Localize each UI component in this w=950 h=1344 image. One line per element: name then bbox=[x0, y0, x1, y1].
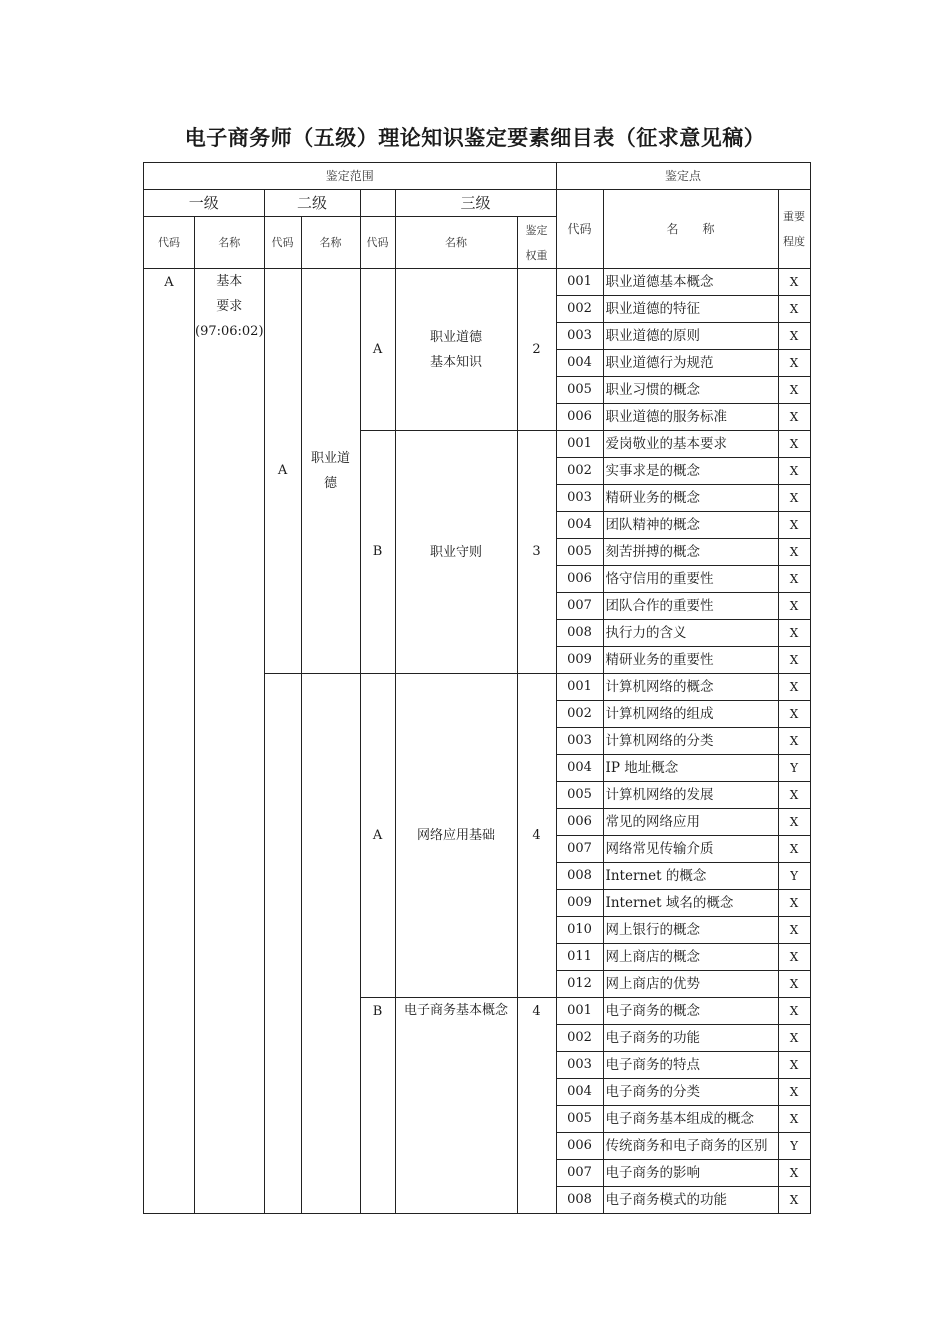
point-name: 团队精神的概念 bbox=[603, 512, 778, 539]
point-name: 电子商务基本组成的概念 bbox=[603, 1106, 778, 1133]
level3-weight: 4 bbox=[517, 674, 556, 998]
point-code: 008 bbox=[556, 863, 603, 890]
level3-name-line: 职业道德 bbox=[430, 329, 483, 345]
weight-header-line1: 鉴定 bbox=[525, 223, 548, 237]
level3-weight: 4 bbox=[517, 998, 556, 1214]
point-code: 001 bbox=[556, 431, 603, 458]
point-importance: X bbox=[778, 1079, 810, 1106]
point-name: 电子商务的分类 bbox=[603, 1079, 778, 1106]
importance-header-line2: 程度 bbox=[783, 235, 806, 248]
point-code: 003 bbox=[556, 323, 603, 350]
point-importance: X bbox=[778, 917, 810, 944]
point-importance: X bbox=[778, 593, 810, 620]
point-code: 001 bbox=[556, 269, 603, 296]
point-name: 团队合作的重要性 bbox=[603, 593, 778, 620]
point-code: 003 bbox=[556, 728, 603, 755]
point-name: 网上银行的概念 bbox=[603, 917, 778, 944]
level2-header: 二级 bbox=[264, 190, 360, 217]
level2-name-line: 德 bbox=[324, 476, 338, 491]
point-name: 职业道德的服务标准 bbox=[603, 404, 778, 431]
level1-header: 一级 bbox=[144, 190, 265, 217]
point-importance: X bbox=[778, 674, 810, 701]
point-name: 计算机网络的分类 bbox=[603, 728, 778, 755]
point-code: 006 bbox=[556, 404, 603, 431]
point-importance: X bbox=[778, 485, 810, 512]
point-importance: X bbox=[778, 296, 810, 323]
point-name: 职业习惯的概念 bbox=[603, 377, 778, 404]
point-importance: Y bbox=[778, 1133, 810, 1160]
level3-name bbox=[395, 998, 517, 1214]
level3-name bbox=[395, 674, 517, 998]
point-name: 恪守信用的重要性 bbox=[603, 566, 778, 593]
level2-name-header: 名称 bbox=[301, 217, 360, 269]
point-code: 008 bbox=[556, 1187, 603, 1214]
level3-code: B bbox=[360, 431, 395, 674]
point-importance: X bbox=[778, 944, 810, 971]
point-name: 刻苦拼搏的概念 bbox=[603, 539, 778, 566]
point-importance: X bbox=[778, 836, 810, 863]
level2-code bbox=[264, 674, 301, 1214]
point-name: IP 地址概念 bbox=[603, 755, 778, 782]
point-importance: X bbox=[778, 728, 810, 755]
point-name: Internet 的概念 bbox=[603, 863, 778, 890]
point-importance: X bbox=[778, 647, 810, 674]
importance-header bbox=[778, 190, 810, 269]
point-code: 005 bbox=[556, 1106, 603, 1133]
blank-header-cell bbox=[360, 190, 395, 217]
level2-name bbox=[301, 269, 360, 674]
level3-code-header: 代码 bbox=[360, 217, 395, 269]
point-name: 计算机网络的发展 bbox=[603, 782, 778, 809]
assessment-table bbox=[143, 162, 811, 1214]
level3-weight: 3 bbox=[517, 431, 556, 674]
point-importance: X bbox=[778, 404, 810, 431]
point-name: 计算机网络的组成 bbox=[603, 701, 778, 728]
point-importance: X bbox=[778, 1187, 810, 1214]
point-code: 003 bbox=[556, 1052, 603, 1079]
scope-header: 鉴定范围 bbox=[144, 163, 557, 190]
level1-name-line: 基本 bbox=[216, 274, 243, 289]
weight-header-line2: 权重 bbox=[525, 248, 548, 262]
importance-header-line1: 重要 bbox=[783, 210, 806, 223]
point-code: 007 bbox=[556, 1160, 603, 1187]
point-code: 006 bbox=[556, 1133, 603, 1160]
level3-code: A bbox=[360, 269, 395, 431]
point-name: 网络常见传输介质 bbox=[603, 836, 778, 863]
point-code-header: 代码 bbox=[556, 190, 603, 269]
point-importance: X bbox=[778, 566, 810, 593]
point-code: 008 bbox=[556, 620, 603, 647]
level2-code-header: 代码 bbox=[264, 217, 301, 269]
point-code: 005 bbox=[556, 782, 603, 809]
level1-name bbox=[195, 269, 265, 1214]
level1-name-line: (97:06:02) bbox=[195, 324, 264, 339]
point-importance: X bbox=[778, 1106, 810, 1133]
level3-name-line: 职业守则 bbox=[430, 544, 483, 560]
level2-code: A bbox=[264, 269, 301, 674]
point-importance: X bbox=[778, 998, 810, 1025]
point-code: 005 bbox=[556, 377, 603, 404]
point-name: Internet 域名的概念 bbox=[603, 890, 778, 917]
point-name: 爱岗敬业的基本要求 bbox=[603, 431, 778, 458]
point-code: 002 bbox=[556, 458, 603, 485]
point-name: 精研业务的概念 bbox=[603, 485, 778, 512]
point-code: 001 bbox=[556, 674, 603, 701]
point-importance: X bbox=[778, 431, 810, 458]
point-code: 012 bbox=[556, 971, 603, 998]
point-code: 002 bbox=[556, 296, 603, 323]
point-importance: X bbox=[778, 1052, 810, 1079]
point-name: 网上商店的概念 bbox=[603, 944, 778, 971]
point-importance: X bbox=[778, 782, 810, 809]
point-importance: X bbox=[778, 350, 810, 377]
level3-name-line: 网络应用基础 bbox=[417, 828, 496, 843]
point-importance: X bbox=[778, 269, 810, 296]
level3-name bbox=[395, 431, 517, 674]
point-importance: X bbox=[778, 890, 810, 917]
level3-code: A bbox=[360, 674, 395, 998]
point-name: 电子商务的功能 bbox=[603, 1025, 778, 1052]
level3-name-line: 电子商务基本概念 bbox=[404, 1003, 509, 1018]
level1-name-header: 名称 bbox=[195, 217, 265, 269]
point-importance: X bbox=[778, 323, 810, 350]
point-importance: X bbox=[778, 1160, 810, 1187]
point-name: 计算机网络的概念 bbox=[603, 674, 778, 701]
point-name: 职业道德行为规范 bbox=[603, 350, 778, 377]
point-importance: X bbox=[778, 458, 810, 485]
level3-name-line: 基本知识 bbox=[430, 354, 483, 370]
point-importance: X bbox=[778, 971, 810, 998]
point-importance: X bbox=[778, 809, 810, 836]
point-importance: X bbox=[778, 701, 810, 728]
point-code: 004 bbox=[556, 1079, 603, 1106]
point-code: 003 bbox=[556, 485, 603, 512]
level3-weight: 2 bbox=[517, 269, 556, 431]
level3-name bbox=[395, 269, 517, 431]
point-name: 传统商务和电子商务的区别 bbox=[603, 1133, 778, 1160]
point-code: 009 bbox=[556, 890, 603, 917]
point-code: 011 bbox=[556, 944, 603, 971]
point-code: 004 bbox=[556, 512, 603, 539]
point-code: 009 bbox=[556, 647, 603, 674]
point-name: 电子商务模式的功能 bbox=[603, 1187, 778, 1214]
level3-header: 三级 bbox=[395, 190, 556, 217]
point-importance: X bbox=[778, 620, 810, 647]
point-code: 002 bbox=[556, 701, 603, 728]
weight-header bbox=[517, 217, 556, 269]
point-importance: X bbox=[778, 512, 810, 539]
point-name: 职业道德的特征 bbox=[603, 296, 778, 323]
point-name: 职业道德的原则 bbox=[603, 323, 778, 350]
point-code: 006 bbox=[556, 566, 603, 593]
point-name: 职业道德基本概念 bbox=[603, 269, 778, 296]
point-importance: X bbox=[778, 1025, 810, 1052]
points-header: 鉴定点 bbox=[556, 163, 810, 190]
level3-code: B bbox=[360, 998, 395, 1214]
point-name: 精研业务的重要性 bbox=[603, 647, 778, 674]
table-row bbox=[144, 269, 811, 296]
point-name: 常见的网络应用 bbox=[603, 809, 778, 836]
point-name: 电子商务的特点 bbox=[603, 1052, 778, 1079]
point-code: 010 bbox=[556, 917, 603, 944]
point-code: 007 bbox=[556, 836, 603, 863]
point-code: 001 bbox=[556, 998, 603, 1025]
point-code: 007 bbox=[556, 593, 603, 620]
point-code: 005 bbox=[556, 539, 603, 566]
level2-name bbox=[301, 674, 360, 1214]
point-importance: Y bbox=[778, 755, 810, 782]
level3-name-header: 名称 bbox=[395, 217, 517, 269]
level1-code: A bbox=[144, 269, 195, 1214]
level2-name-line: 职业道 bbox=[311, 451, 351, 466]
point-name-header: 名 称 bbox=[603, 190, 778, 269]
point-code: 002 bbox=[556, 1025, 603, 1052]
point-importance: Y bbox=[778, 863, 810, 890]
point-name: 电子商务的影响 bbox=[603, 1160, 778, 1187]
point-code: 006 bbox=[556, 809, 603, 836]
level1-name-line: 要求 bbox=[216, 299, 243, 314]
point-importance: X bbox=[778, 539, 810, 566]
page-title: 电子商务师（五级）理论知识鉴定要素细目表（征求意见稿） bbox=[184, 126, 766, 150]
point-code: 004 bbox=[556, 755, 603, 782]
level1-code-header: 代码 bbox=[144, 217, 195, 269]
point-name: 电子商务的概念 bbox=[603, 998, 778, 1025]
point-name: 网上商店的优势 bbox=[603, 971, 778, 998]
point-code: 004 bbox=[556, 350, 603, 377]
point-name: 实事求是的概念 bbox=[603, 458, 778, 485]
point-importance: X bbox=[778, 377, 810, 404]
point-name: 执行力的含义 bbox=[603, 620, 778, 647]
